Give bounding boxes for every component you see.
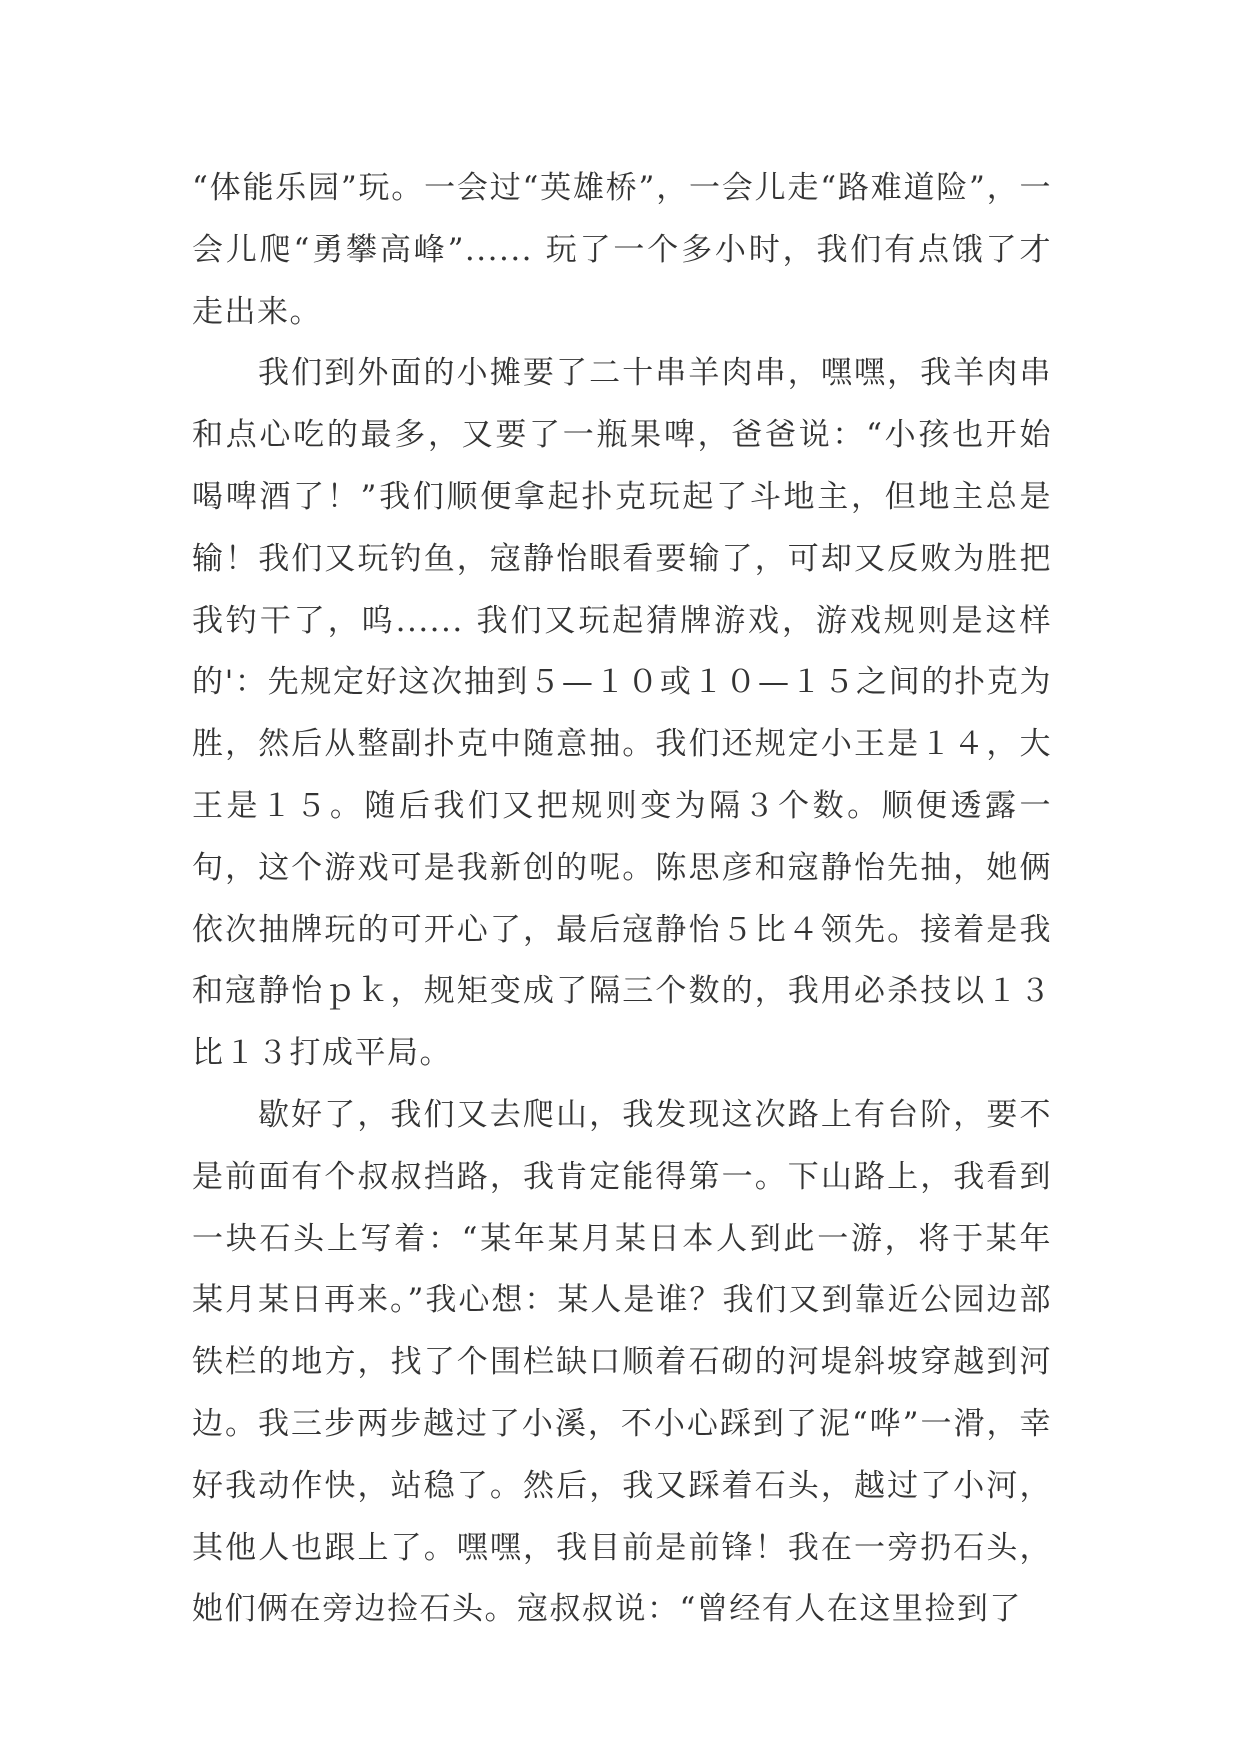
document-body xyxy=(192,158,1052,1641)
paragraph-hiking-and-river: 歇好了，我们又去爬山，我发现这次路上有台阶，要不是前面有个叔叔挡路，我肯定能得第一。下山路上，我看到一块石头上写着：“某年某月某日本人到此一游，将于某年某月某日再来。”我心想：某人是谁？我们又到靠近公园边部铁栏的地方，找了个围栏缺口顺着石砌的河堤斜坡穿越到河边。我三步两步越过了小溪，不小心踩到了泥“哗”一滑，幸好我动作快，站稳了。然后，我又踩着石头，越过了小河，其他人也跟上了。嘿嘿，我目前是前锋！我在一旁扔石头，她们俩在旁边捡石头。寇叔叔说：“曾经有人在这里捡到了 xyxy=(192,1096,1052,1628)
paragraph-snack-and-card-games: 我们到外面的小摊要了二十串羊肉串，嘿嘿，我羊肉串和点心吃的最多，又要了一瓶果啤，爸爸说：“小孩也开始喝啤酒了！”我们顺便拿起扑克玩起了斗地主，但地主总是输！我们又玩钓鱼，寇静怡眼看要输了，可却又反败为胜把我钓干了，呜...... 我们又玩起猜牌游戏，游戏规则是这样的'：先规定好这次抽到５—１０或１０—１５之间的扑克为胜，然后从整副扑克中随意抽。我们还规定小王是１４，大王是１５。随后我们又把规则变为隔３个数。顺便透露一句，这个游戏可是我新创的呢。陈思彦和寇静怡先抽，她俩依次抽牌玩的可开心了，最后寇静怡５比４领先。接着是我和寇静怡ｐｋ，规矩变成了隔三个数的，我用必杀技以１３比１３打成平局。 xyxy=(192,355,1052,1072)
paragraph-continuation: “体能乐园”玩。一会过“英雄桥”，一会儿走“路难道险”，一会儿爬“勇攀高峰”...... 玩了一个多小时，我们有点饿了才走出来。 xyxy=(192,170,1052,330)
